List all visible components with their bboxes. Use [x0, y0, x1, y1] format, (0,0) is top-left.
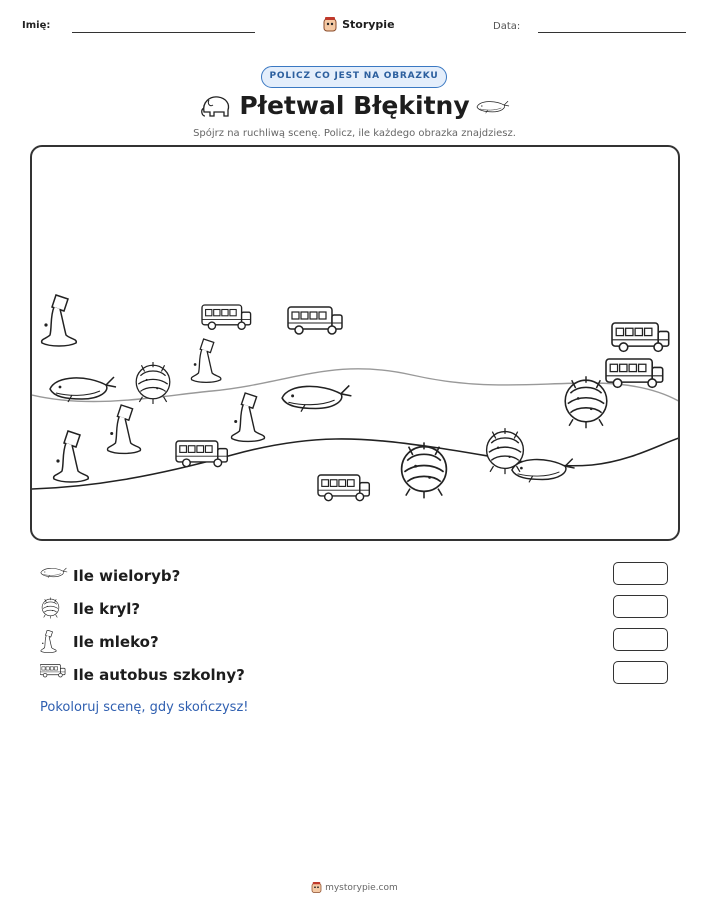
question-text: Ile mleko?: [73, 633, 159, 651]
question-row-whale: [40, 564, 680, 590]
milk-4: [54, 431, 89, 482]
date-label: Data:: [493, 21, 521, 32]
milk-3: [108, 405, 141, 453]
answer-box-bus[interactable]: [613, 661, 668, 684]
instruction-badge: POLICZ CO JEST NA OBRAZKU: [261, 66, 447, 88]
question-row-milk: [40, 630, 680, 656]
bus-6: [606, 359, 663, 387]
whale-3: [512, 459, 575, 483]
name-label: Imię:: [22, 20, 51, 31]
answer-box-milk[interactable]: [613, 628, 668, 651]
brand-name: Storypie: [342, 18, 395, 31]
scene-drawing: [32, 147, 680, 541]
bus-4: [318, 475, 369, 501]
school-bus-icon: [40, 663, 66, 679]
page-subtitle: Spójrz na ruchliwą scenę. Policz, ile każdego obrazka znajdziesz.: [193, 128, 516, 139]
milk-2: [191, 339, 221, 382]
krill-1: [136, 362, 170, 404]
krill-4: [565, 376, 607, 428]
page-title: Płetwal Błękitny: [239, 91, 470, 120]
question-text: Ile kryl?: [73, 600, 141, 618]
question-text: Ile autobus szkolny?: [73, 666, 245, 684]
krill-3: [487, 428, 524, 474]
krill-icon: [40, 597, 62, 619]
title-whale-icon: [476, 96, 510, 120]
coloring-note: Pokoloruj scenę, gdy skończysz!: [40, 700, 249, 715]
footer-link[interactable]: mystorypie.com: [325, 883, 398, 893]
question-row-krill: [40, 597, 680, 623]
krill-2: [402, 442, 447, 498]
milk-1: [42, 295, 77, 346]
question-text: Ile wieloryb?: [73, 567, 181, 585]
answer-box-whale[interactable]: [613, 562, 668, 585]
whale-1: [50, 377, 116, 402]
counting-scene: [30, 145, 680, 541]
answer-box-krill[interactable]: [613, 595, 668, 618]
question-row-bus: [40, 663, 680, 689]
date-field[interactable]: [538, 32, 686, 33]
whale-icon: [40, 564, 68, 580]
milk-5: [232, 393, 265, 441]
storypie-logo-icon: [323, 17, 337, 33]
milk-icon: [40, 630, 58, 654]
bus-5: [612, 323, 669, 351]
name-field[interactable]: [72, 32, 255, 33]
storypie-footer-icon: [311, 882, 322, 894]
whale-2: [282, 385, 351, 411]
bus-1: [202, 305, 251, 329]
bus-2: [288, 307, 342, 334]
brand-logo: [323, 14, 395, 32]
footer: [0, 882, 709, 894]
